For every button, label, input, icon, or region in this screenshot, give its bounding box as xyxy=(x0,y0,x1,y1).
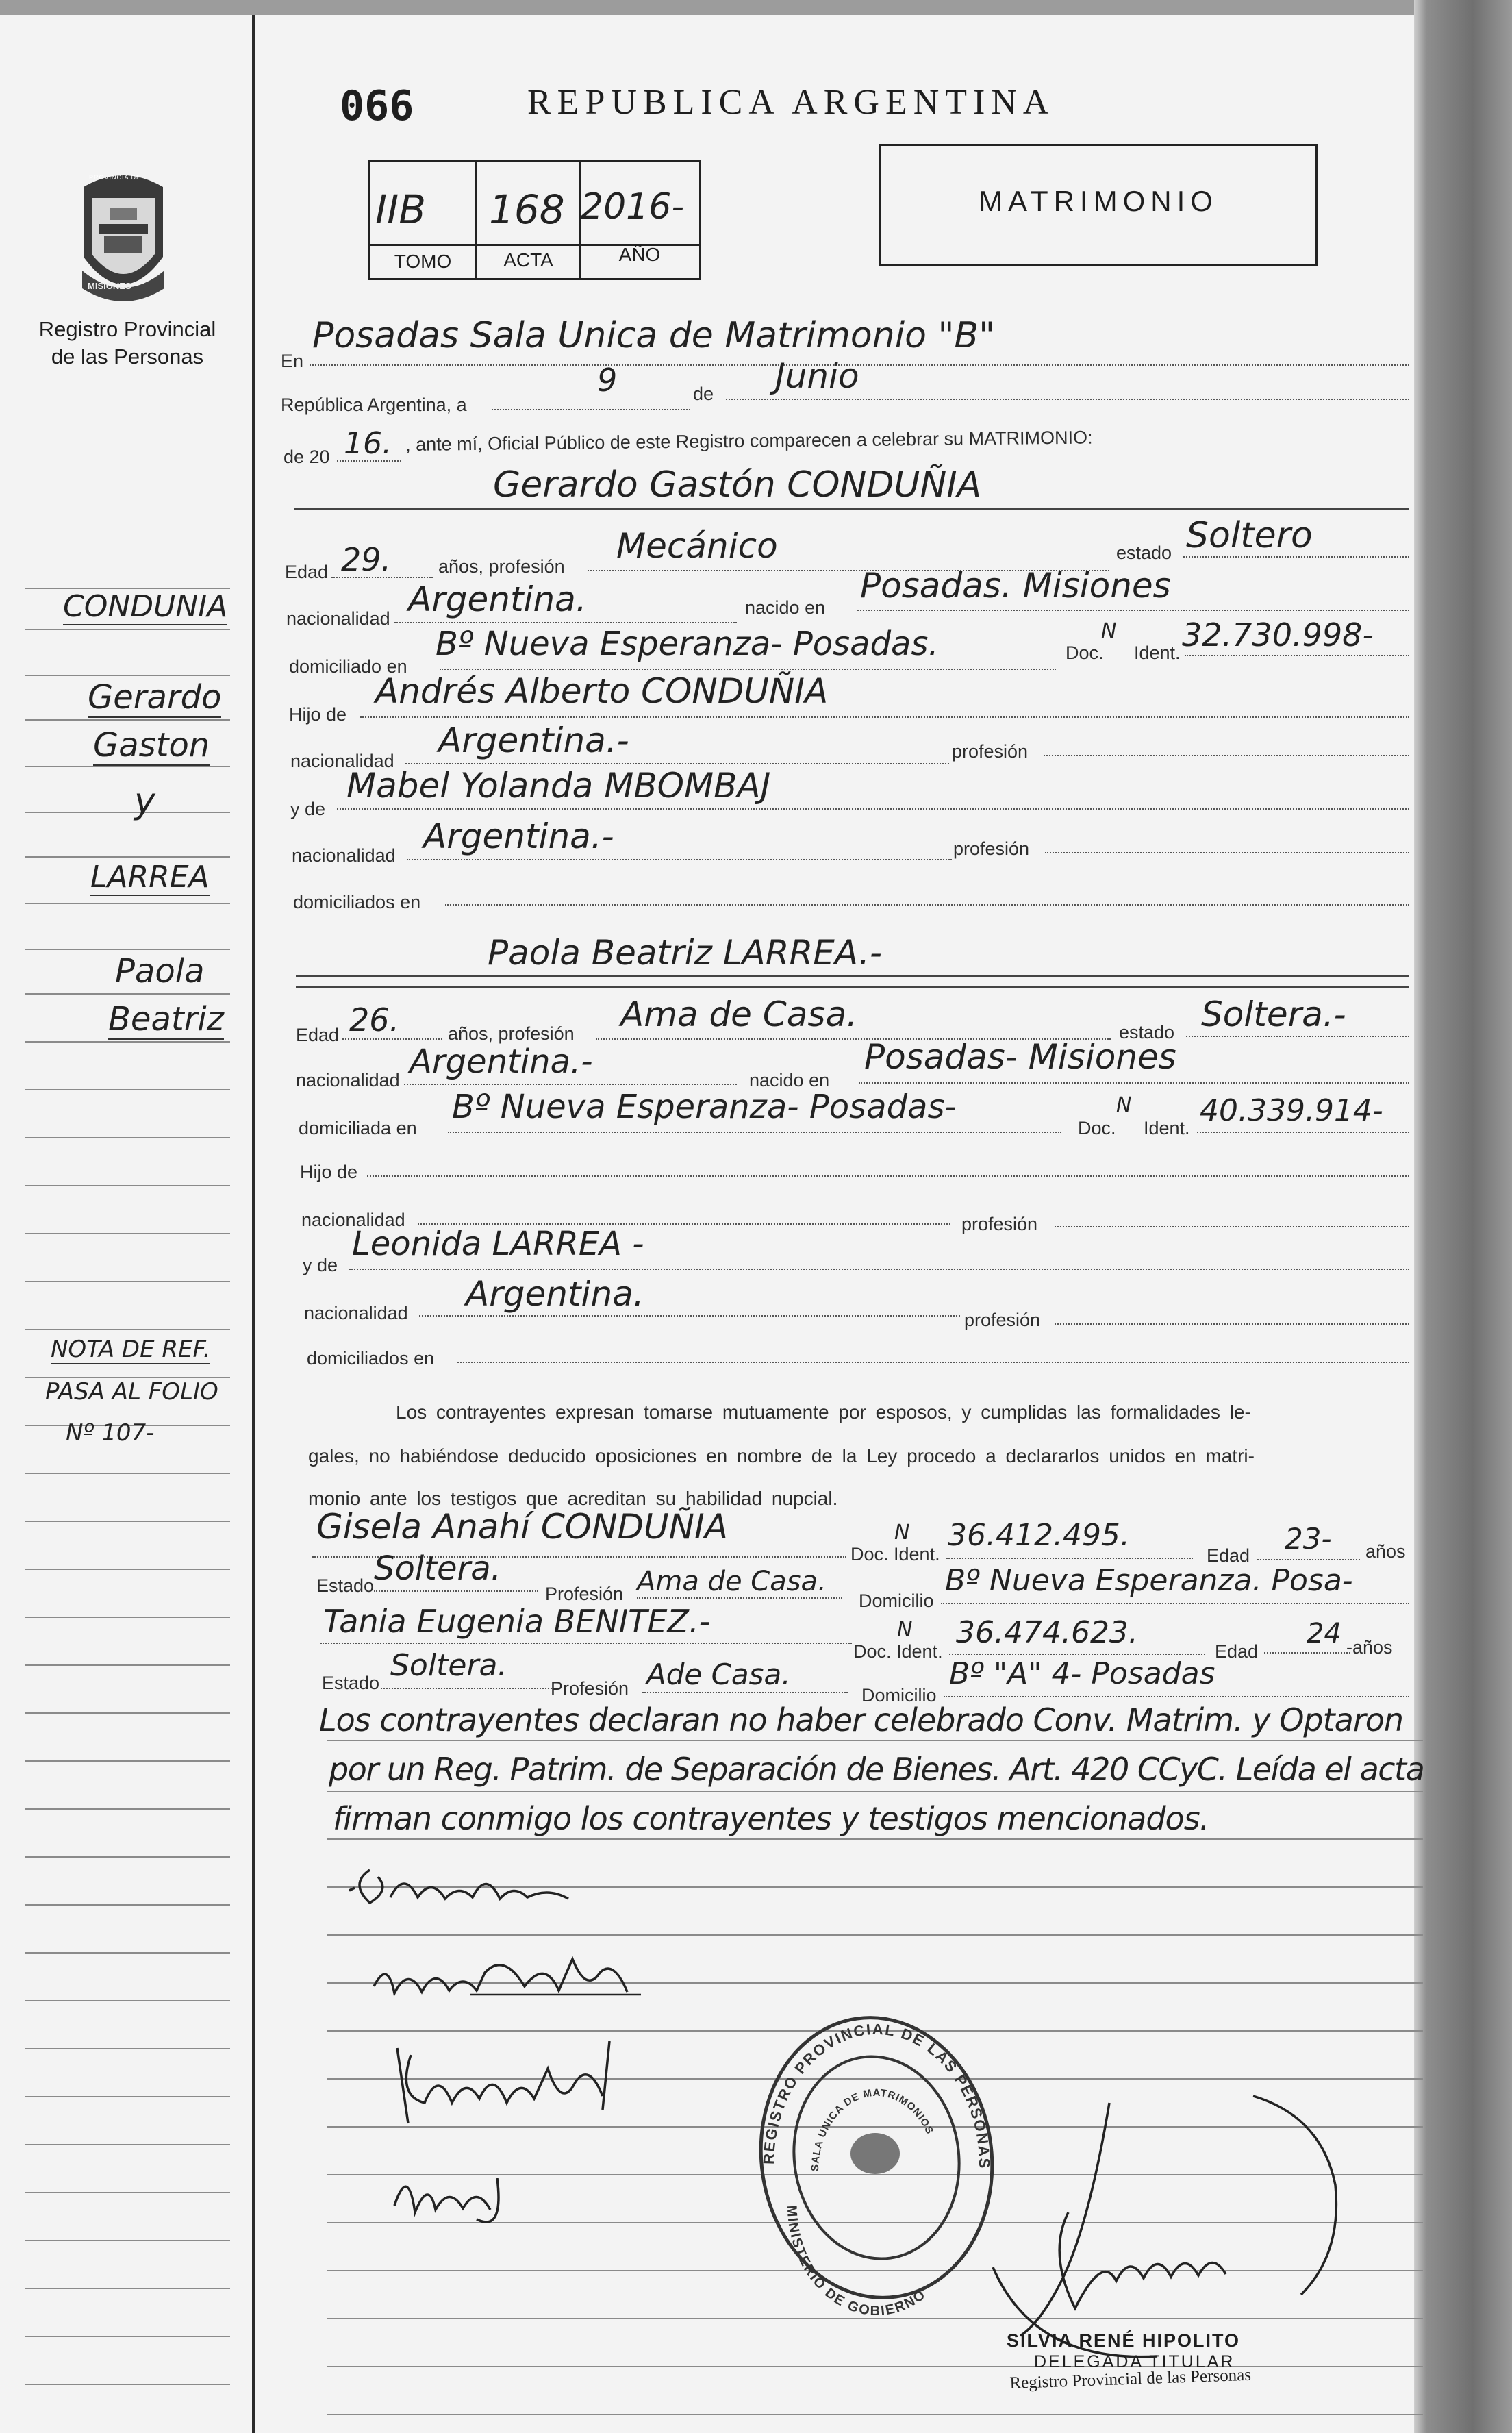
republica-label: República Argentina, a xyxy=(281,395,467,415)
witness1-doc: 36.412.495. xyxy=(948,1518,1130,1553)
bride-edad-line xyxy=(342,1038,442,1040)
anio-label: AÑO xyxy=(618,244,661,265)
ruled-line xyxy=(327,2366,1423,2367)
bride-mother-prof-line xyxy=(1055,1323,1409,1325)
en-value: Posadas Sala Unica de Matrimonio "B" xyxy=(312,315,995,356)
father-prof-line xyxy=(1044,755,1409,756)
father-nac: Argentina.- xyxy=(438,721,629,760)
witness1-profesion: Ama de Casa. xyxy=(637,1566,827,1597)
groom-nacionalidad-line xyxy=(394,622,737,623)
margin-line xyxy=(25,1329,230,1330)
margin-line xyxy=(25,949,230,950)
margin-line xyxy=(25,903,230,904)
witness2-doc: 36.474.623. xyxy=(956,1615,1138,1650)
bride-doc: 40.339.914- xyxy=(1200,1093,1383,1128)
witness2-domicilio-line xyxy=(944,1696,1409,1697)
witness1-profesion-line xyxy=(637,1597,842,1599)
tomo-value: IIB xyxy=(375,186,427,233)
declaration-line2: gales, no habiéndose deducido oposiciones en nombre de la Ley procedo a declararlos unidos en matri- xyxy=(308,1445,1255,1467)
groom-doc: 32.730.998- xyxy=(1182,616,1374,653)
groom-nacionalidad-label: nacionalidad xyxy=(286,608,390,629)
bride-nacido: Posadas- Misiones xyxy=(864,1037,1176,1077)
margin-line xyxy=(25,812,230,813)
witness2-anos-label: -años xyxy=(1346,1637,1393,1658)
margin-line xyxy=(25,1712,230,1714)
groom-domiciliados-line xyxy=(445,904,1409,906)
witness2-profesion-line xyxy=(642,1692,848,1693)
notes-line xyxy=(327,1791,1423,1792)
bride-nacionalidad-label: nacionalidad xyxy=(296,1070,400,1090)
mother-prof-label: profesión xyxy=(953,838,1030,859)
bride-mother-prof-label: profesión xyxy=(964,1310,1041,1330)
witness2-doc-label: Doc. Ident. xyxy=(853,1641,943,1662)
bride-doc-sup: N xyxy=(1116,1093,1132,1117)
bride-estado: Soltera.- xyxy=(1201,995,1346,1034)
witness2-doc-line xyxy=(949,1654,1205,1655)
acta-label: ACTA xyxy=(503,249,553,271)
mother-yde-label: y de xyxy=(290,799,326,819)
bride-profesion: Ama de Casa. xyxy=(620,995,857,1034)
margin-line xyxy=(25,1856,230,1858)
witness2-profesion-label: Profesión xyxy=(551,1678,629,1699)
father-line xyxy=(360,716,1409,718)
notes-line xyxy=(327,1838,1423,1840)
tomo-label: TOMO xyxy=(394,251,452,272)
margin-line xyxy=(25,1185,230,1186)
bride-domiciliados-line xyxy=(457,1362,1409,1363)
margin-line xyxy=(25,2096,230,2097)
groom-ident-label: Ident. xyxy=(1134,642,1181,663)
margin-line xyxy=(25,2240,230,2241)
witness2-domicilio-label: Domicilio xyxy=(861,1685,937,1706)
margin-line xyxy=(25,675,230,676)
margin-note-line2: PASA AL FOLIO xyxy=(45,1378,218,1406)
groom-doc-sup: N xyxy=(1101,619,1117,643)
signature-witness1 xyxy=(383,2028,616,2130)
groom-doc-label: Doc. xyxy=(1066,642,1104,663)
margin-line xyxy=(25,2192,230,2193)
margin-connector: y xyxy=(134,781,155,822)
logo-top-text: PROVINCIA DE xyxy=(89,174,142,181)
margin-given-bride-2: Beatriz xyxy=(108,1000,224,1038)
witness2-estado-line xyxy=(381,1688,552,1689)
bride-edad-label: Edad xyxy=(296,1025,340,1045)
groom-profesion: Mecánico xyxy=(616,526,778,566)
declaration-line1: Los contrayentes expresan tomarse mutuamente por esposos, y cumplidas las formalidades le- xyxy=(396,1401,1251,1423)
groom-name-line xyxy=(294,508,1409,510)
margin-given-groom-1: Gerardo xyxy=(88,678,222,716)
witness1-estado-line xyxy=(374,1590,538,1592)
scan-right-edge xyxy=(1414,0,1512,2433)
bride-mother-yde-label: y de xyxy=(303,1255,338,1275)
official-office: Registro Provincial de las Personas xyxy=(1009,2365,1252,2393)
witness1-estado: Soltera. xyxy=(374,1549,501,1588)
witness2-edad: 24 xyxy=(1307,1618,1341,1649)
margin-line xyxy=(25,719,230,721)
day-value: 9 xyxy=(597,362,618,399)
witness1-domicilio-line xyxy=(941,1603,1409,1604)
margin-line xyxy=(25,1808,230,1810)
bride-doc-line xyxy=(1197,1132,1409,1133)
margin-line xyxy=(25,856,230,858)
margin-line xyxy=(25,1904,230,1906)
margin-line xyxy=(25,1233,230,1234)
notes-line1: Los contrayentes declaran no haber celebrado Conv. Matrim. y Optaron xyxy=(319,1701,1404,1738)
bride-mother-line xyxy=(349,1269,1409,1270)
margin-line xyxy=(25,1952,230,1954)
groom-nacido-line xyxy=(857,610,1409,611)
groom-domiciliados-label: domiciliados en xyxy=(293,892,421,912)
declaration-line3: monio ante los testigos que acreditan su habilidad nupcial. xyxy=(308,1488,838,1509)
margin-line xyxy=(25,2288,230,2289)
witness1-edad-line xyxy=(1257,1559,1360,1560)
official-round-stamp xyxy=(746,2000,1007,2319)
witness2-doc-sup: N xyxy=(897,1618,913,1642)
bride-domiciliada-label: domiciliada en xyxy=(299,1118,417,1138)
bride-father-prof-line xyxy=(1055,1226,1409,1227)
month-line xyxy=(726,399,1409,400)
witness1-doc-line xyxy=(946,1558,1193,1559)
margin-line xyxy=(25,2384,230,2385)
country-title: REPUBLICA ARGENTINA xyxy=(527,83,1055,122)
de20-label: de 20 xyxy=(284,447,330,467)
notes-line3: firman conmigo los contrayentes y testigos mencionados. xyxy=(333,1800,1209,1837)
witness1-domicilio-label: Domicilio xyxy=(859,1590,934,1611)
margin-line xyxy=(25,2144,230,2145)
margin-line xyxy=(25,2048,230,2049)
bride-nacido-label: nacido en xyxy=(749,1070,830,1090)
margin-line xyxy=(25,993,230,995)
margin-line xyxy=(25,1664,230,1666)
logo-bottom-text: MISIONES xyxy=(88,281,131,291)
groom-nacionalidad: Argentina. xyxy=(408,579,587,619)
witness1-name: Gisela Anahí CONDUÑIA xyxy=(316,1507,729,1547)
mother-nac: Argentina.- xyxy=(423,816,614,856)
official-name: SILVIA RENÉ HIPOLITO xyxy=(1007,2330,1241,2351)
witness1-doc-sup: N xyxy=(894,1521,910,1545)
margin-line xyxy=(25,1473,230,1474)
witness1-domicilio: Bº Nueva Esperanza. Posa- xyxy=(945,1563,1353,1598)
margin-line xyxy=(25,2000,230,2001)
bride-name: Paola Beatriz LARREA.- xyxy=(488,933,882,973)
groom-doc-line xyxy=(1185,655,1409,656)
margin-surname-bride: LARREA xyxy=(90,860,210,895)
margin-divider xyxy=(252,15,255,2433)
groom-domicilio: Bº Nueva Esperanza- Posadas. xyxy=(436,625,939,663)
en-line xyxy=(310,364,1409,366)
signature-witness2 xyxy=(388,2151,525,2226)
bride-mother-nac-label: nacionalidad xyxy=(304,1303,408,1323)
stamp-bottom-text: MINISTERIO DE GOBIERNO xyxy=(783,2205,929,2319)
official-title: DELEGADA TITULAR xyxy=(1034,2352,1235,2371)
year-value: 16. xyxy=(344,426,392,461)
bride-father-prof-label: profesión xyxy=(961,1214,1038,1234)
bride-domicilio-line xyxy=(448,1132,1061,1133)
margin-line xyxy=(25,1521,230,1522)
month-value: Junio xyxy=(775,356,859,396)
groom-name: Gerardo Gastón CONDUÑIA xyxy=(493,464,982,506)
notes-line xyxy=(327,1740,1423,1741)
day-line xyxy=(492,409,690,410)
folio-number: 066 xyxy=(340,82,414,130)
witness2-edad-line xyxy=(1264,1652,1350,1654)
margin-given-bride-1: Paola xyxy=(115,952,205,990)
groom-estado: Soltero xyxy=(1186,515,1313,556)
margin-line xyxy=(25,1617,230,1618)
margin-note-line1: NOTA DE REF. xyxy=(51,1336,211,1363)
registry-name-line1: Registro Provincial xyxy=(38,317,216,341)
acta-value: 168 xyxy=(489,186,565,233)
mother-prof-line xyxy=(1045,852,1409,853)
bride-nacionalidad-line xyxy=(404,1084,737,1085)
groom-estado-line xyxy=(1183,556,1409,558)
bride-name-line-double xyxy=(296,986,1409,988)
de-label: de xyxy=(693,384,714,404)
witness1-edad: 23- xyxy=(1285,1522,1332,1556)
bride-nacionalidad: Argentina.- xyxy=(410,1043,593,1081)
groom-edad-label: Edad xyxy=(285,562,329,582)
witness2-edad-label: Edad xyxy=(1215,1641,1259,1662)
bride-estado-line xyxy=(1186,1036,1409,1037)
witness1-profesion-label: Profesión xyxy=(545,1584,624,1604)
witness1-doc-label: Doc. Ident. xyxy=(850,1544,940,1564)
margin-line xyxy=(25,1137,230,1138)
bride-doc-label: Doc. xyxy=(1078,1118,1116,1138)
groom-estado-label: estado xyxy=(1116,542,1172,563)
bride-estado-label: estado xyxy=(1119,1022,1175,1043)
bride-nacido-line xyxy=(859,1082,1409,1084)
document-type: MATRIMONIO xyxy=(979,185,1218,217)
witness2-estado-label: Estado xyxy=(322,1673,380,1693)
witness2-domicilio: Bº "A" 4- Posadas xyxy=(949,1656,1215,1691)
mother-nac-line xyxy=(407,859,952,860)
bride-mother: Leonida LARREA - xyxy=(352,1225,644,1263)
svg-text:MINISTERIO DE GOBIERNO xyxy=(784,2205,929,2319)
mother-nac-label: nacionalidad xyxy=(292,845,396,866)
notes-line2: por un Reg. Patrim. de Separación de Bienes. Art. 420 CCyC. Leída el acta xyxy=(329,1751,1424,1788)
bride-domicilio: Bº Nueva Esperanza- Posadas- xyxy=(452,1088,957,1126)
witness1-anos-label: años xyxy=(1365,1541,1406,1562)
witness1-edad-label: Edad xyxy=(1207,1545,1250,1566)
margin-line xyxy=(25,1089,230,1090)
witness2-name: Tania Eugenia BENITEZ.- xyxy=(323,1603,711,1640)
margin-given-groom-2: Gaston xyxy=(93,726,210,764)
margin-surname-groom: CONDUNIA xyxy=(63,589,228,624)
margin-line xyxy=(25,766,230,767)
oficial-text: , ante mí, Oficial Público de este Registro comparecen a celebrar su MATRIMONIO: xyxy=(405,427,1093,455)
stamp-inner-text: SALA UNICA DE MATRIMONIOS xyxy=(809,2086,936,2172)
witness2-estado: Soltera. xyxy=(390,1648,507,1683)
groom-domiciliado-label: domiciliado en xyxy=(289,656,407,677)
groom-hijo-label: Hijo de xyxy=(289,704,347,725)
margin-line xyxy=(25,1760,230,1762)
mother-line xyxy=(337,808,1409,810)
bride-domiciliados-label: domiciliados en xyxy=(307,1348,435,1369)
bride-ident-label: Ident. xyxy=(1144,1118,1190,1138)
bride-mother-nac: Argentina. xyxy=(466,1274,644,1314)
witness1-estado-label: Estado xyxy=(316,1575,375,1596)
stamp-outer-text: REGISTRO PROVINCIAL DE LAS PERSONAS xyxy=(759,2020,994,2170)
mother-name: Mabel Yolanda MBOMBAJ xyxy=(346,766,771,806)
groom-domicilio-line xyxy=(440,669,1056,670)
bride-father-line xyxy=(367,1175,1409,1177)
margin-line xyxy=(25,629,230,630)
ruled-line xyxy=(327,2414,1423,2415)
bride-anos-prof-label: años, profesión xyxy=(448,1023,575,1044)
witness2-name-line xyxy=(320,1643,852,1644)
margin-note-line3: Nº 107- xyxy=(66,1419,155,1447)
signature-bride xyxy=(367,1932,641,2007)
father-nac-line xyxy=(405,763,949,764)
bride-mother-nac-line xyxy=(419,1315,960,1317)
father-nac-label: nacionalidad xyxy=(290,751,394,771)
groom-anos-prof-label: años, profesión xyxy=(438,556,565,577)
groom-edad: 29. xyxy=(341,541,392,578)
margin-line xyxy=(25,1569,230,1570)
bride-edad: 26. xyxy=(349,1001,400,1038)
bride-name-line xyxy=(296,975,1409,977)
bride-hijo-label: Hijo de xyxy=(300,1162,358,1182)
witness2-profesion: Ade Casa. xyxy=(646,1658,791,1691)
en-label: En xyxy=(281,351,304,371)
signature-official xyxy=(979,2075,1363,2363)
anio-value: 2016- xyxy=(581,186,685,227)
margin-line xyxy=(25,1041,230,1043)
father-name: Andrés Alberto CONDUÑIA xyxy=(375,671,829,711)
margin-line xyxy=(25,2336,230,2337)
father-prof-label: profesión xyxy=(952,741,1029,762)
groom-nacido-label: nacido en xyxy=(745,597,826,618)
scan-top-edge xyxy=(0,0,1512,15)
groom-nacido: Posadas. Misiones xyxy=(860,566,1171,606)
margin-line xyxy=(25,1281,230,1282)
signature-groom xyxy=(342,1849,575,1925)
bride-father-nac-label: nacionalidad xyxy=(301,1210,405,1230)
registry-name-line2: de las Personas xyxy=(51,345,204,369)
